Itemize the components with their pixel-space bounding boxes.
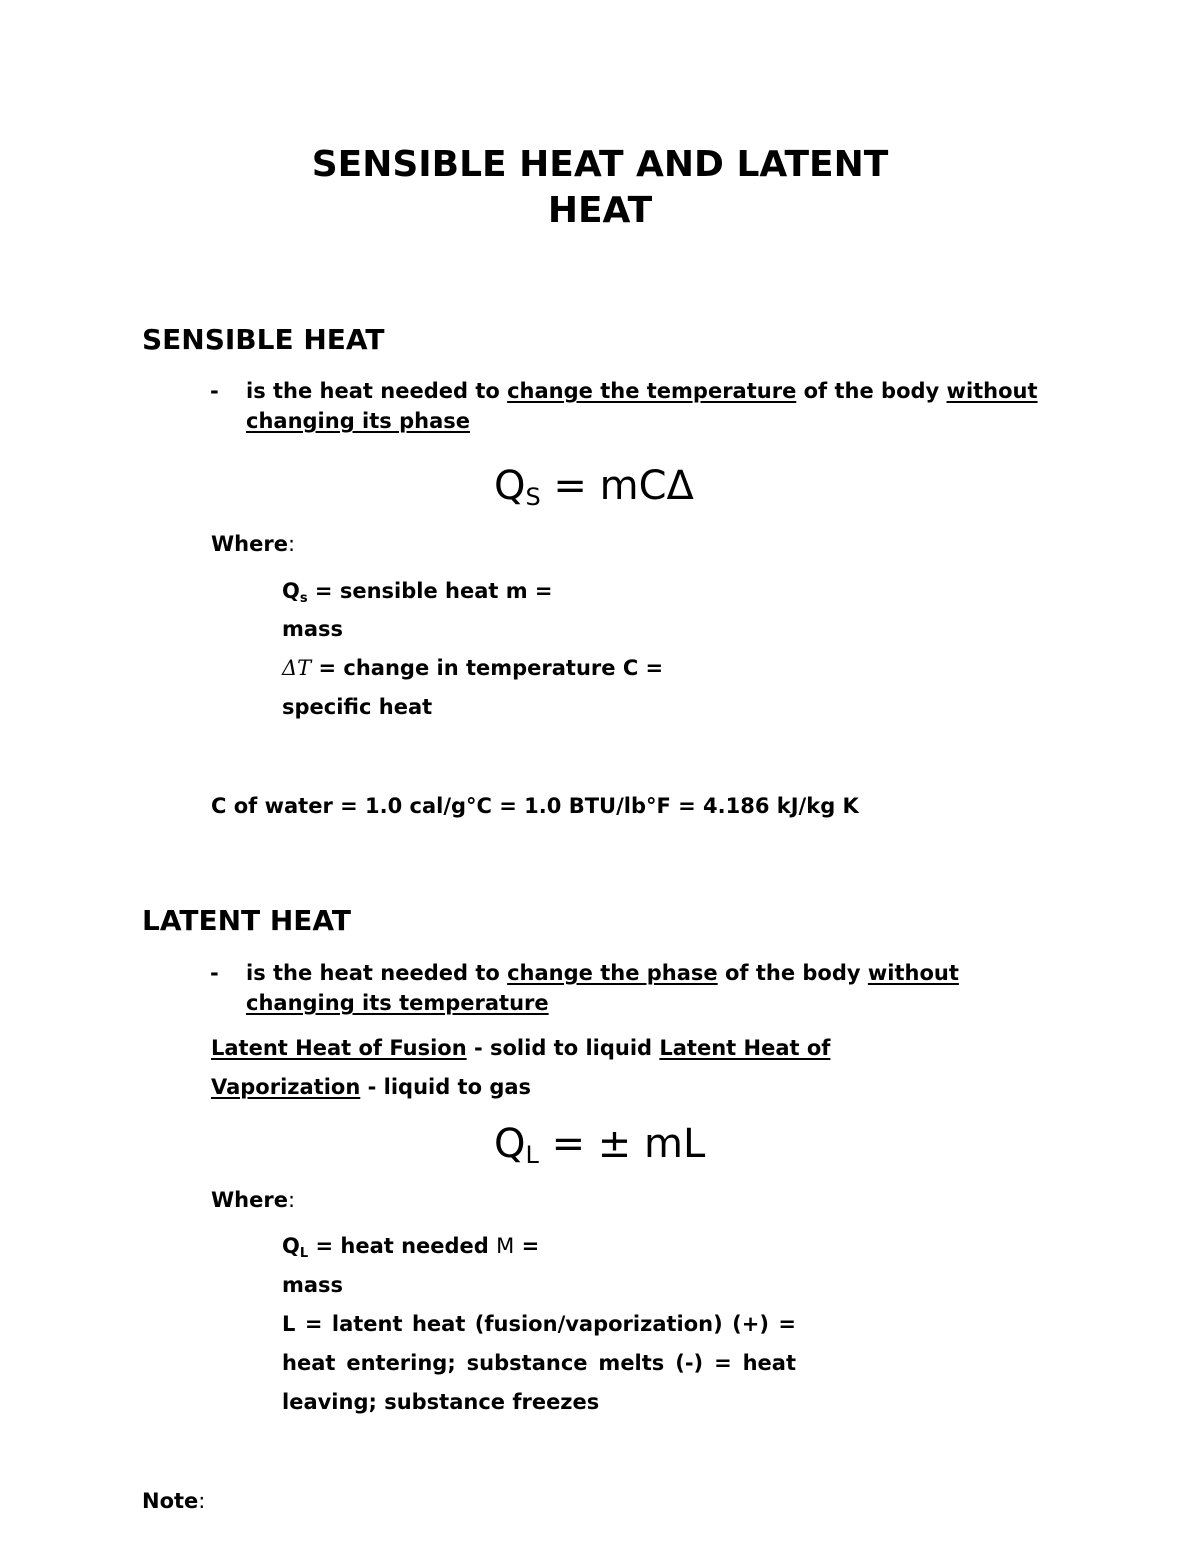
var-line-1-end: = — [514, 1234, 540, 1258]
latent-var-line-5: leaving; substance freezes — [282, 1390, 600, 1414]
note-label — [142, 1486, 205, 1516]
sensible-heat-formula — [494, 462, 694, 521]
var-line-1-text: = sensible heat m = — [307, 579, 553, 603]
sensible-where-label — [211, 529, 295, 559]
delta-t-symbol: ΔT — [282, 656, 312, 680]
sensible-var-line-2: mass — [282, 617, 344, 641]
var-q-sub: L — [299, 1246, 309, 1261]
latent-var-line-2: mass — [282, 1273, 344, 1297]
note-colon: : — [198, 1489, 206, 1513]
water-specific-heat: C of water = 1.0 cal/g°C = 1.0 BTU/lb°F = 4.186 kJ/kg K — [211, 794, 859, 818]
formula-q: Q — [494, 463, 526, 509]
latent-var-line-4: heat entering; substance melts (-) = heat — [282, 1351, 796, 1375]
fusion-label: Latent Heat of Fusion — [211, 1036, 467, 1060]
fusion-description: - solid to liquid — [466, 1036, 660, 1060]
latent-def-text: is the heat needed to — [246, 961, 508, 985]
var-m: M — [496, 1234, 515, 1258]
latent-heat-heading: LATENT HEAT — [142, 904, 352, 937]
sensible-def-text-2: of the body — [796, 379, 947, 403]
latent-where-label — [211, 1185, 295, 1215]
sensible-var-line-1 — [282, 576, 553, 614]
latent-bullet-dash: - — [210, 961, 219, 985]
formula-rest: = ± mL — [538, 1121, 706, 1167]
latent-types-line-1 — [211, 1033, 830, 1063]
latent-heat-formula — [494, 1120, 705, 1179]
sensible-var-line-3 — [282, 653, 663, 683]
latent-types-line-2 — [211, 1072, 531, 1102]
page-title-line-2: HEAT — [547, 190, 653, 231]
vaporization-label-a: Latent Heat of — [659, 1036, 831, 1060]
where-word: Where — [211, 1188, 288, 1212]
latent-def-underlined-changing-temperature: changing its temperature — [246, 991, 549, 1015]
var-q-sub: s — [299, 591, 308, 606]
latent-definition-line-2 — [246, 988, 549, 1018]
sensible-bullet-dash: - — [210, 379, 219, 403]
formula-q: Q — [494, 1121, 526, 1167]
sensible-definition-line-2 — [246, 406, 470, 436]
formula-rest: = mCΔ — [540, 463, 694, 509]
sensible-heat-heading: SENSIBLE HEAT — [142, 323, 385, 356]
latent-def-text-2: of the body — [717, 961, 868, 985]
where-colon: : — [287, 532, 296, 556]
latent-var-line-3: L = latent heat (fusion/vaporization) (+) = — [282, 1312, 796, 1336]
formula-sub-s: S — [525, 483, 541, 511]
latent-definition-line-1 — [246, 958, 959, 988]
formula-sub-l: L — [525, 1141, 539, 1169]
sensible-def-text: is the heat needed to — [246, 379, 508, 403]
where-colon: : — [287, 1188, 296, 1212]
var-q: Q — [282, 579, 300, 603]
sensible-def-underlined-without: without — [946, 379, 1038, 403]
note-word: Note — [142, 1489, 199, 1513]
sensible-var-line-4: specific heat — [282, 695, 433, 719]
latent-def-underlined-without: without — [867, 961, 959, 985]
where-word: Where — [211, 532, 288, 556]
var-line-3-text: = change in temperature C = — [311, 656, 664, 680]
vaporization-label-b: Vaporization — [211, 1075, 361, 1099]
sensible-definition-line-1 — [246, 376, 1038, 406]
page-title-line-1: SENSIBLE HEAT AND LATENT — [311, 144, 889, 185]
vaporization-description: - liquid to gas — [360, 1075, 532, 1099]
var-line-1-text: = heat needed — [308, 1234, 497, 1258]
latent-var-line-1 — [282, 1231, 539, 1269]
var-q: Q — [282, 1234, 300, 1258]
sensible-def-underlined-changing-phase: changing its phase — [246, 409, 470, 433]
sensible-def-underlined-change-temperature: change the temperature — [507, 379, 797, 403]
latent-def-underlined-change-phase: change the phase — [507, 961, 718, 985]
